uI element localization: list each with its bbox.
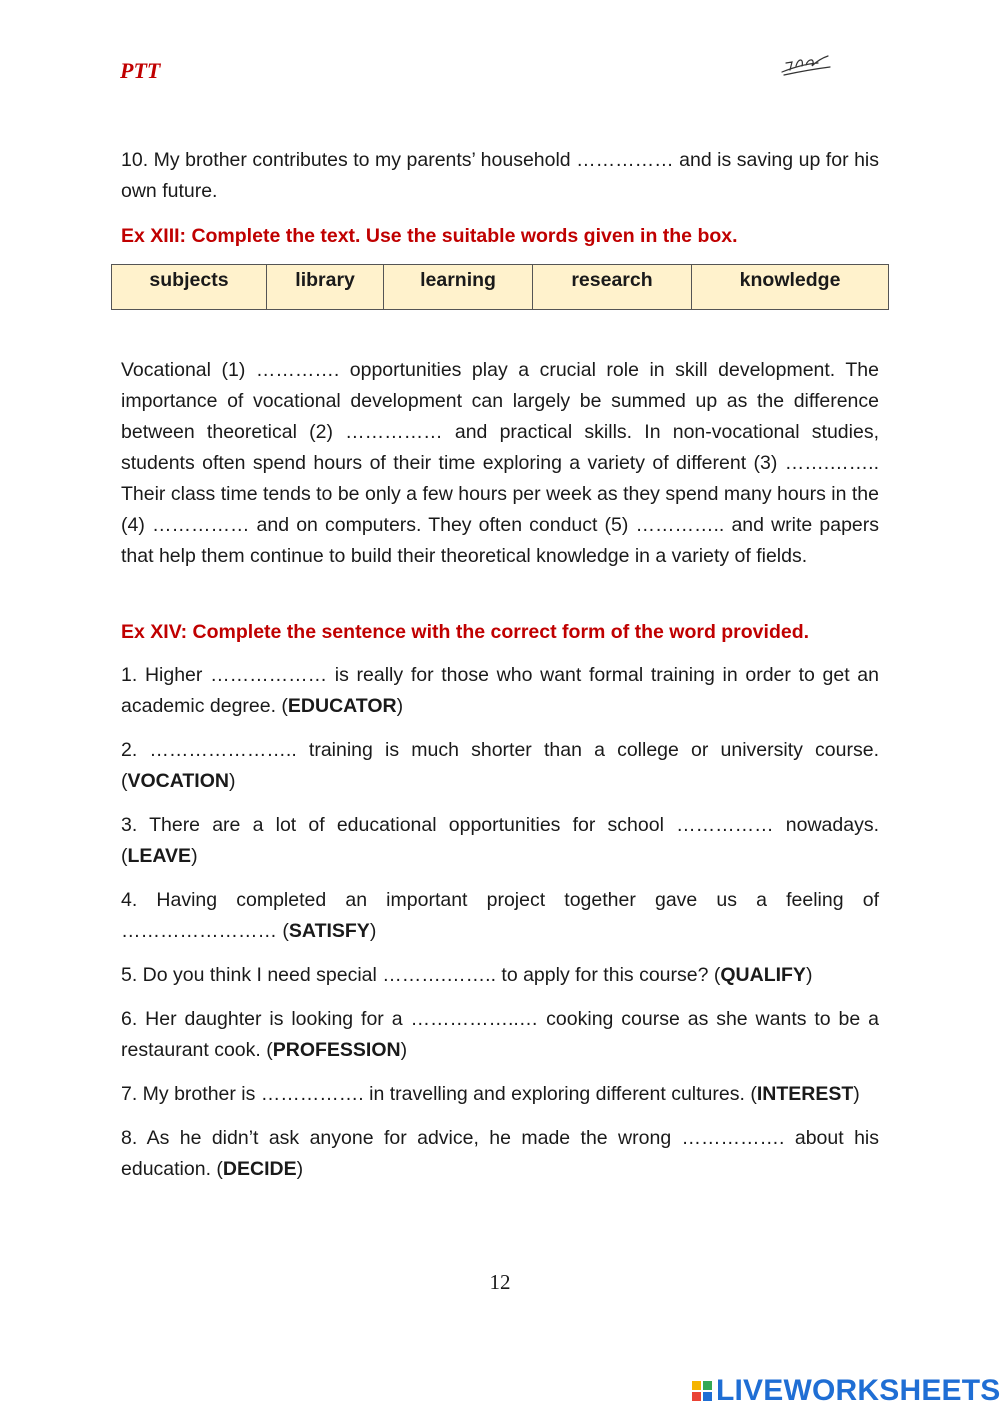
item-tail: ) [191,845,198,867]
ex14-item-4 [121,885,879,947]
ex14-item-6 [121,1004,879,1066]
item-keyword: INTEREST [756,1083,854,1105]
ex14-item-3 [121,810,879,872]
ex14-block [121,617,879,1198]
item-text: 5. Do you think I need special ……….…….. to apply for this course? ( [121,964,721,986]
question-10: 10. My brother contributes to my parents’ household …………… and is saving up for his own future. [121,149,879,202]
signature-icon [778,50,838,80]
ex14-item-5 [121,960,879,991]
item-keyword: LEAVE [127,845,192,867]
item-tail: ) [228,770,236,792]
liveworksheets-icon [692,1381,712,1401]
ex14-item-1 [121,660,879,722]
item-text: 6. Her daughter is looking for a ……………..… cooking course as she wants to be a restaurant cook. ( [121,1008,879,1061]
ex14-heading: Ex XIV: Complete the sentence with the correct form of the word provided. [121,621,810,643]
ex14-item-2 [121,735,879,797]
item-keyword: EDUCATOR [287,695,397,717]
liveworksheets-logo[interactable] [692,1375,1000,1407]
item-tail: ) [400,1039,408,1061]
ex14-item-8 [121,1123,879,1185]
item-text: 4. Having completed an important project together gave us a feeling of …………………… ( [121,889,879,942]
item-tail: ) [853,1083,860,1105]
word-box-item: knowledge [692,265,889,310]
word-box-item: learning [384,265,533,310]
item-text: 7. My brother is ……………. in travelling and exploring different cultures. ( [121,1083,757,1105]
ex13-passage: Vocational (1) …………. opportunities play a crucial role in skill development. The importance of vocational development can largely be summed up as the difference between theoretical (2) …………… and practical skills. In non-vocational studies, students often spend hours of their time exploring a variety of different (3) …….…….. Their class time tends to be only a few hours per week as they spend many hours in the (4) …………… and on computers. They often conduct (5) ………….. and write papers that help them continue to build their theoretical knowledge in a variety of fields. [121,359,879,567]
item-text: 8. As he didn’t ask anyone for advice, he made the wrong ……………. about his education. ( [121,1127,879,1180]
question-10-block [121,145,879,264]
page-number: 12 [489,1270,511,1294]
item-keyword: PROFESSION [272,1039,401,1061]
word-box-item: library [266,265,383,310]
brand-name: LIVEWORKSHEETS [716,1374,1000,1407]
item-tail: ) [396,695,404,717]
word-box [111,264,889,310]
item-tail: ) [805,964,813,986]
item-keyword: DECIDE [222,1158,297,1180]
item-tail: ) [369,920,377,942]
ex13-heading: Ex XIII: Complete the text. Use the suitable words given in the box. [121,225,738,247]
ex13-passage-block [121,355,879,586]
item-text: 2. ………………….. training is much shorter than a college or university course. ( [121,739,879,792]
item-text: 1. Higher ……………… is really for those who want formal training in order to get an academic degree. ( [121,664,879,717]
item-keyword: QUALIFY [720,964,806,986]
word-box-item: research [532,265,691,310]
item-text: 3. There are a lot of educational opportunities for school …………… nowadays. ( [121,814,879,867]
word-box-item: subjects [112,265,267,310]
item-keyword: SATISFY [288,920,370,942]
item-tail: ) [296,1158,304,1180]
header-title: PTT [120,58,161,83]
item-keyword: VOCATION [127,770,229,792]
ex14-item-7 [121,1079,879,1110]
